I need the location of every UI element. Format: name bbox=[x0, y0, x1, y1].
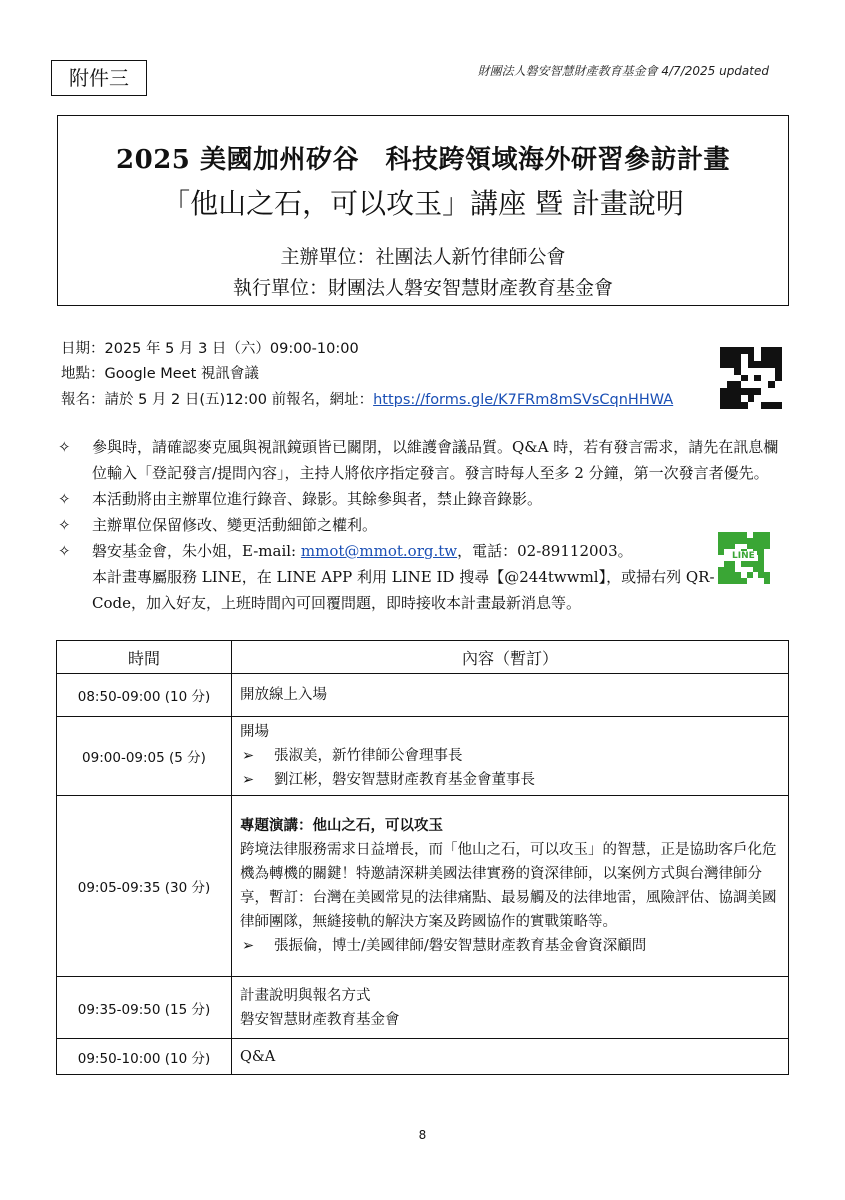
qr-module bbox=[734, 347, 741, 354]
row-content bbox=[232, 796, 789, 977]
qr-module bbox=[754, 395, 761, 402]
qr-module bbox=[741, 368, 748, 375]
qr-module bbox=[720, 402, 727, 409]
qr-module bbox=[775, 354, 782, 361]
qr-module bbox=[761, 402, 768, 409]
line-qr-label: LINE bbox=[732, 551, 755, 561]
qr-module bbox=[741, 375, 748, 382]
qr-module bbox=[775, 347, 782, 354]
row-content: Q&A bbox=[232, 1039, 789, 1075]
title-box bbox=[57, 115, 789, 306]
qr-module bbox=[741, 347, 748, 354]
qr-module bbox=[720, 354, 727, 361]
note-item bbox=[58, 538, 793, 564]
qr-module bbox=[734, 381, 741, 388]
arrow-icon: ➢ bbox=[242, 748, 255, 764]
qr-module bbox=[734, 361, 741, 368]
qr-module bbox=[761, 361, 768, 368]
qr-module bbox=[727, 354, 734, 361]
qr-module bbox=[720, 381, 727, 388]
arrow-icon: ➢ bbox=[242, 772, 255, 788]
qr-module bbox=[754, 381, 761, 388]
qr-module bbox=[727, 395, 734, 402]
line-service-text: 本計畫專屬服務 LINE，在 LINE APP 利用 LINE ID 搜尋【@244twwml】，或掃右列 QR-Code，加入好友，上班時間內可回覆問題，即時接收本計畫最新消息等。 bbox=[92, 568, 715, 612]
table-row bbox=[57, 717, 789, 796]
qr-module bbox=[768, 388, 775, 395]
qr-module bbox=[720, 361, 727, 368]
qr-module bbox=[748, 388, 755, 395]
qr-module bbox=[754, 354, 761, 361]
qr-module bbox=[761, 388, 768, 395]
table-row bbox=[57, 977, 789, 1039]
speaker-text: 張淑美，新竹律師公會理事長 bbox=[274, 748, 463, 764]
qr-module bbox=[754, 402, 761, 409]
qr-module bbox=[720, 375, 727, 382]
event-title: 2025 美國加州矽谷 科技跨領域海外研習參訪計畫 bbox=[116, 145, 730, 175]
notes-list bbox=[58, 434, 793, 616]
qr-module bbox=[727, 368, 734, 375]
row-time: 09:50-10:00 (10 分) bbox=[57, 1039, 232, 1075]
qr-module bbox=[748, 375, 755, 382]
row-description: 跨境法律服務需求日益增長，而「他山之石，可以攻玉」的智慧，正是協助客戶化危機為轉機的關鍵！特邀請深耕美國法律實務的資深律師，以案例方式與台灣律師分享，暫訂：台灣在美國常見的法律痛點、最易觸及的法律地雷，風險評估、協調美國律師團隊，無縫接軌的解決方案及跨國協作的實戰策略等。 bbox=[240, 842, 777, 930]
qr-module bbox=[761, 381, 768, 388]
qr-module bbox=[775, 402, 782, 409]
speaker-text: 劉江彬，磐安智慧財產教育基金會董事長 bbox=[274, 772, 535, 788]
qr-module bbox=[754, 361, 761, 368]
contact-text: 磐安基金會，朱小姐，E-mail: bbox=[92, 542, 301, 560]
speaker-item bbox=[240, 768, 780, 792]
qr-module bbox=[727, 347, 734, 354]
qr-module bbox=[734, 395, 741, 402]
qr-module bbox=[720, 368, 727, 375]
row-line: 計畫說明與報名方式 bbox=[240, 987, 371, 1004]
qr-module bbox=[741, 361, 748, 368]
row-content bbox=[232, 717, 789, 796]
header-time: 時間 bbox=[57, 641, 232, 674]
qr-module bbox=[761, 347, 768, 354]
qr-module bbox=[741, 354, 748, 361]
note-text: 主辦單位保留修改、變更活動細節之權利。 bbox=[92, 516, 378, 534]
qr-module bbox=[775, 368, 782, 375]
qr-module bbox=[727, 388, 734, 395]
qr-module bbox=[768, 368, 775, 375]
table-row bbox=[57, 1039, 789, 1075]
qr-module bbox=[748, 395, 755, 402]
row-title: 專題演講：他山之石，可以攻玉 bbox=[240, 817, 443, 834]
qr-module bbox=[734, 368, 741, 375]
schedule-table bbox=[56, 640, 789, 1075]
qr-module bbox=[775, 395, 782, 402]
qr-module bbox=[734, 354, 741, 361]
row-title: 開場 bbox=[240, 724, 269, 740]
qr-module bbox=[761, 375, 768, 382]
qr-module bbox=[727, 375, 734, 382]
qr-module bbox=[727, 402, 734, 409]
qr-module bbox=[741, 402, 748, 409]
speaker-text: 張振倫，博士/美國律師/磐安智慧財產教育基金會資深顧問 bbox=[274, 938, 647, 954]
qr-module bbox=[748, 361, 755, 368]
qr-module bbox=[741, 395, 748, 402]
event-date: 日期：2025 年 5 月 3 日（六）09:00-10:00 bbox=[61, 341, 359, 357]
qr-module bbox=[741, 381, 748, 388]
host-unit: 主辦單位：社團法人新竹律師公會 bbox=[280, 246, 566, 268]
qr-module bbox=[761, 354, 768, 361]
qr-module bbox=[748, 347, 755, 354]
registration-line bbox=[61, 388, 673, 409]
qr-module bbox=[761, 368, 768, 375]
note-item bbox=[58, 434, 793, 486]
qr-module bbox=[768, 361, 775, 368]
qr-module bbox=[768, 354, 775, 361]
bullet-icon: ✧ bbox=[58, 438, 71, 456]
qr-module bbox=[775, 375, 782, 382]
org-update-note: 財團法人磐安智慧財產教育基金會 4/7/2025 updated bbox=[477, 64, 769, 78]
qr-module bbox=[761, 395, 768, 402]
qr-module bbox=[754, 347, 761, 354]
row-content: 開放線上入場 bbox=[232, 674, 789, 717]
note-item bbox=[58, 486, 793, 512]
qr-module bbox=[741, 388, 748, 395]
arrow-icon: ➢ bbox=[242, 938, 255, 954]
row-time: 09:05-09:35 (30 分) bbox=[57, 796, 232, 977]
qr-module bbox=[775, 381, 782, 388]
qr-module bbox=[768, 402, 775, 409]
qr-module bbox=[768, 375, 775, 382]
row-content bbox=[232, 977, 789, 1039]
attachment-label: 附件三 bbox=[51, 60, 147, 96]
qr-module bbox=[720, 388, 727, 395]
speaker-item bbox=[240, 934, 780, 958]
qr-module bbox=[775, 388, 782, 395]
qr-module bbox=[754, 368, 761, 375]
row-time: 09:35-09:50 (15 分) bbox=[57, 977, 232, 1039]
note-text: 本活動將由主辦單位進行錄音、錄影。其餘參與者，禁止錄音錄影。 bbox=[92, 490, 543, 508]
qr-module bbox=[754, 375, 761, 382]
qr-module bbox=[775, 361, 782, 368]
qr-module bbox=[734, 402, 741, 409]
row-line: 磐安智慧財產教育基金會 bbox=[240, 1011, 400, 1028]
table-row bbox=[57, 674, 789, 717]
qr-module bbox=[768, 381, 775, 388]
note-text: 參與時，請確認麥克風與視訊鏡頭皆已關閉，以維護會議品質。Q&A 時，若有發言需求，請先在訊息欄位輸入「登記發言/提問內容」，主持人將依序指定發言。發言時每人至多 2 分鐘，第一次發言者優先。 bbox=[92, 438, 779, 482]
qr-module bbox=[748, 381, 755, 388]
qr-module bbox=[768, 395, 775, 402]
qr-module bbox=[768, 347, 775, 354]
qr-module bbox=[727, 381, 734, 388]
event-place: 地點：Google Meet 視訊會議 bbox=[61, 366, 259, 382]
speaker-item bbox=[240, 744, 780, 768]
executor-unit: 執行單位：財團法人磐安智慧財產教育基金會 bbox=[232, 277, 613, 299]
registration-text: 報名：請於 5 月 2 日(五)12:00 前報名，網址： bbox=[61, 392, 374, 408]
qr-module bbox=[734, 375, 741, 382]
qr-module bbox=[748, 402, 755, 409]
qr-module bbox=[754, 388, 761, 395]
qr-module bbox=[720, 347, 727, 354]
table-header-row bbox=[57, 641, 789, 674]
qr-module bbox=[727, 361, 734, 368]
contact-email-link[interactable]: mmot@mmot.org.tw bbox=[300, 542, 458, 560]
row-time: 09:00-09:05 (5 分) bbox=[57, 717, 232, 796]
bullet-icon: ✧ bbox=[58, 542, 71, 560]
note-item bbox=[58, 512, 793, 538]
bullet-icon: ✧ bbox=[58, 516, 71, 534]
qr-module bbox=[748, 368, 755, 375]
event-subtitle: 「他山之石，可以攻玉」講座 暨 計畫說明 bbox=[162, 187, 684, 220]
registration-link[interactable]: https://forms.gle/K7FRm8mSVsCqnHHWA bbox=[373, 392, 674, 408]
page-number: 8 bbox=[418, 1128, 427, 1142]
bullet-icon: ✧ bbox=[58, 490, 71, 508]
registration-qr-code bbox=[720, 347, 782, 409]
header-content: 內容（暫訂） bbox=[232, 641, 789, 674]
qr-module bbox=[720, 395, 727, 402]
table-row bbox=[57, 796, 789, 977]
qr-module bbox=[734, 388, 741, 395]
row-time: 08:50-09:00 (10 分) bbox=[57, 674, 232, 717]
qr-module bbox=[748, 354, 755, 361]
contact-phone: ，電話：02-89112003。 bbox=[457, 542, 633, 560]
